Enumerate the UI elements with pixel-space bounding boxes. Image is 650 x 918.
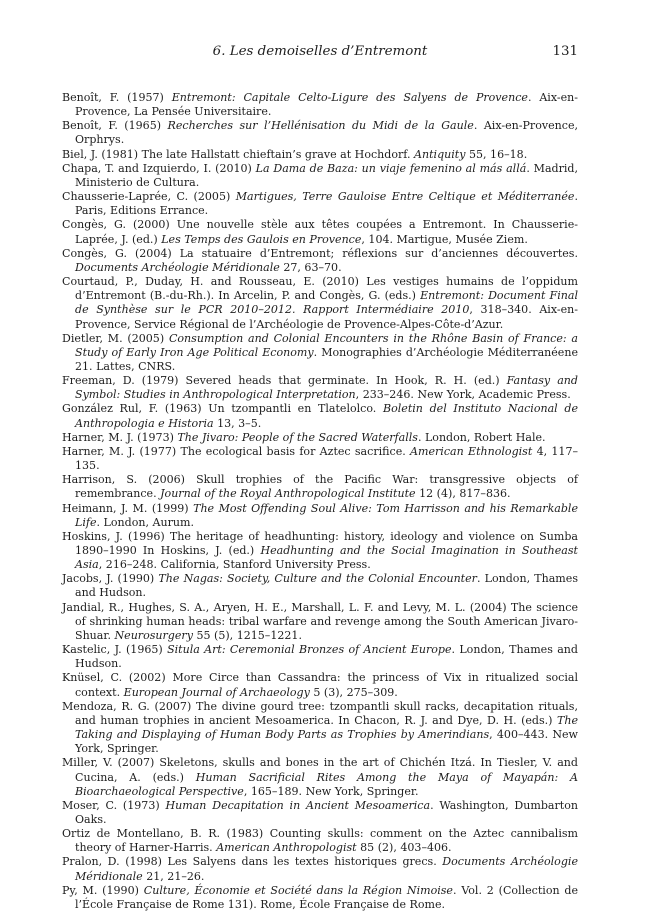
reference-text: Harner, M. J. (1973)	[62, 430, 178, 444]
reference-title: Consumption and Colonial Encounters in the Rhône Basin of France: a Study of Early Iron Age Political Economy	[75, 331, 579, 359]
reference-entry	[62, 332, 578, 374]
reference-title: European Journal of Archaeology	[123, 685, 310, 699]
reference-text: . Vol. 2 (Collection de l’École Française de Rome 131). Rome, École Française de Rome.	[75, 883, 579, 911]
reference-text: Jandial, R., Hughes, S. A., Aryen, H. E., Marshall, L. F. and Levy, M. L. (2004) The science of shrinking human heads: tribal warfare and revenge among the South American Jivaro-Shuar.	[62, 600, 578, 642]
reference-text: , 216–248. California, Stanford University Press.	[98, 558, 371, 572]
reference-entry	[62, 884, 578, 912]
reference-text: Chausserie-Laprée, C. (2005)	[62, 190, 236, 204]
reference-text: , 165–189. New York, Springer.	[243, 784, 419, 798]
reference-text: 12 (4), 817–836.	[415, 487, 511, 501]
reference-text: Ortiz de Montellano, B. R. (1983) Counting skulls: comment on the Aztec cannibalism theory of Harner-Harris.	[62, 827, 578, 855]
reference-entry	[62, 671, 578, 699]
reference-title: Situla Art: Ceremonial Bronzes of Ancient Europe	[167, 643, 452, 657]
reference-text: Benoît, F. (1957)	[62, 91, 172, 104]
reference-text: . Aix-en-Provence, La Pensée Universitaire.	[75, 91, 578, 119]
reference-title: Human Decapitation in Ancient Mesoamerica	[165, 798, 431, 812]
reference-text: Dietler, M. (2005)	[62, 331, 169, 345]
reference-text: 21, 21–26.	[142, 869, 205, 883]
reference-title: Boletin del Instituto Nacional de Anthropologia e Historia	[75, 402, 578, 430]
reference-entry	[62, 756, 578, 798]
reference-text: . Paris, Editions Errance.	[75, 190, 578, 218]
reference-entry	[62, 148, 578, 162]
reference-text: . London, Thames and Hudson.	[75, 643, 578, 671]
reference-title: Neurosurgery	[114, 628, 193, 642]
reference-text: Harner, M. J. (1977) The ecological basis for Aztec sacrifice.	[62, 444, 411, 458]
reference-entry	[62, 799, 578, 827]
reference-title: The Nagas: Society, Culture and the Colonial Encounter	[158, 572, 477, 586]
reference-entry	[62, 445, 578, 473]
reference-entry	[62, 855, 578, 883]
reference-title: Journal of the Royal Anthropological Institute	[160, 487, 416, 501]
reference-entry	[62, 431, 578, 445]
reference-title: The Jivaro: People of the Sacred Waterfalls	[177, 430, 418, 444]
reference-text: , 233–246. New York, Academic Press.	[355, 388, 571, 402]
reference-text: 55, 16–18.	[465, 147, 528, 161]
reference-title: Antiquity	[414, 147, 466, 161]
reference-text: Jacobs, J. (1990)	[62, 572, 159, 586]
reference-text: . London, Robert Hale.	[417, 430, 546, 444]
reference-entry	[62, 530, 578, 572]
running-header	[62, 44, 578, 66]
reference-title: Fantasy and Symbol: Studies in Anthropological Interpretation	[75, 374, 578, 402]
reference-text: . London, Aurum.	[96, 515, 194, 529]
reference-entry	[62, 374, 578, 402]
reference-text: Chapa, T. and Izquierdo, I. (2010)	[62, 161, 256, 175]
reference-entry	[62, 275, 578, 332]
reference-text: Heimann, J. M. (1999)	[62, 501, 194, 515]
reference-title: Documents Archéologie Méridionale	[75, 855, 578, 883]
reference-text: . London, Thames and Hudson.	[75, 572, 578, 600]
reference-title: Entremont: Document Final de Synthèse sur le PCR 2010–2012. Rapport Intermédiaire 2010	[75, 289, 578, 317]
reference-title: Entremont: Capitale Celto-Ligure des Salyens de Provence	[171, 91, 528, 104]
reference-entry	[62, 827, 578, 855]
reference-entry	[62, 402, 578, 430]
reference-text: 55 (5), 1215–1221.	[192, 628, 302, 642]
reference-title: Recherches sur l’Hellénisation du Midi de la Gaule	[167, 119, 474, 133]
reference-text: Kastelic, J. (1965)	[62, 643, 168, 657]
reference-title: La Dama de Baza: un viaje femenino al más allá	[255, 161, 527, 175]
page-number: 131	[552, 44, 578, 59]
reference-text: Harrison, S. (2006) Skull trophies of the Pacific War: transgressive objects of remembrance.	[62, 473, 578, 501]
reference-title: Les Temps des Gaulois en Provence	[161, 232, 362, 246]
reference-text: González Rul, F. (1963) Un tzompantli en Tlatelolco.	[62, 402, 383, 416]
reference-entry	[62, 473, 578, 501]
reference-entry	[62, 247, 578, 275]
reference-text: . Washington, Dumbarton Oaks.	[75, 798, 578, 826]
reference-text: , 318–340. Aix-en-Provence, Service Régional de l’Archéologie de Provence-Alpes-Côte-d’Azur.	[75, 303, 578, 331]
reference-entry	[62, 218, 578, 246]
chapter-title: 6. Les demoiselles d’Entremont	[212, 44, 428, 59]
reference-text: Knüsel, C. (2002) More Circe than Cassandra: the princess of Vix in ritualized social context.	[62, 671, 578, 699]
reference-text: Moser, C. (1973)	[62, 798, 166, 812]
reference-text: Freeman, D. (1979) Severed heads that germinate. In Hook, R. H. (ed.)	[62, 374, 507, 388]
reference-list	[62, 91, 578, 912]
reference-text: 5 (3), 275–309.	[309, 685, 398, 699]
reference-entry	[62, 91, 578, 119]
reference-text: Congès, G. (2004) La statuaire d’Entremont; réflexions sur d’anciennes découvertes.	[62, 246, 578, 260]
reference-entry	[62, 601, 578, 643]
reference-text: . Aix-en-Provence, Orphrys.	[75, 119, 578, 147]
reference-entry	[62, 502, 578, 530]
reference-title: The Taking and Displaying of Human Body Parts as Trophies by Amerindians	[75, 713, 578, 742]
reference-text: Courtaud, P., Duday, H. and Rousseau, E. (2010) Les vestiges humains de l’oppidum d’Entremont (B.-du-Rh.). In Arcelin, P. and Congès, G. (eds.)	[62, 275, 578, 303]
reference-entry	[62, 162, 578, 190]
reference-title: Headhunting and the Social Imagination in Southeast Asia	[75, 544, 578, 572]
reference-title: Martigues, Terre Gauloise Entre Celtique et Méditerranée	[235, 190, 575, 204]
reference-text: . Madrid, Ministerio de Cultura.	[75, 161, 578, 189]
reference-text: 13, 3–5.	[213, 416, 262, 430]
reference-title: Human Sacrificial Rites Among the Maya of Mayapán: A Bioarchaeological Perspective	[75, 770, 578, 798]
reference-title: American Anthropologist	[216, 841, 357, 855]
reference-text: Miller, V. (2007) Skeletons, skulls and bones in the art of Chichén Itzá. In Tiesler, V. and Cucina, A. (eds.)	[62, 756, 578, 784]
reference-text: Mendoza, R. G. (2007) The divine gourd tree: tzompantli skull racks, decapitation rituals, and human trophies in ancient Mesoamerica. In Chacon, R. J. and Dye, D. H. (eds.)	[62, 699, 578, 727]
reference-title: American Ethnologist	[410, 444, 533, 458]
reference-text: Py, M. (1990)	[62, 883, 144, 897]
reference-text: Pralon, D. (1998) Les Salyens dans les textes historiques grecs.	[62, 855, 443, 869]
reference-text: , 400–443. New York, Springer.	[75, 728, 578, 756]
reference-text: 85 (2), 403–406.	[356, 841, 452, 855]
reference-entry	[62, 119, 578, 147]
reference-text: , 104. Martigue, Musée Ziem.	[361, 232, 528, 246]
reference-entry	[62, 572, 578, 600]
reference-text: Biel, J. (1981) The late Hallstatt chieftain’s grave at Hochdorf.	[62, 147, 414, 161]
reference-entry	[62, 190, 578, 218]
reference-title: Documents Archéologie Méridionale	[75, 260, 280, 274]
reference-text: Hoskins, J. (1996) The heritage of headhunting: history, ideology and violence on Sumba 1890–1990 In Hoskins, J. (ed.)	[62, 529, 578, 557]
reference-text: Benoît, F. (1965)	[62, 119, 168, 133]
reference-entry	[62, 643, 578, 671]
reference-title: The Most Offending Soul Alive: Tom Harrisson and his Remarkable Life	[75, 501, 578, 529]
reference-entry	[62, 700, 578, 757]
reference-text: 4, 117–135.	[75, 444, 579, 473]
reference-text: 27, 63–70.	[279, 260, 342, 274]
reference-text: . Monographies d’Archéologie Méditerranéene 21. Lattes, CNRS.	[75, 345, 578, 373]
reference-title: Culture, Économie et Société dans la Région Nimoise	[143, 883, 453, 897]
reference-text: Congès, G. (2000) Une nouvelle stèle aux têtes coupées a Entremont. In Chausserie-Laprée, J. (ed.)	[62, 218, 578, 246]
